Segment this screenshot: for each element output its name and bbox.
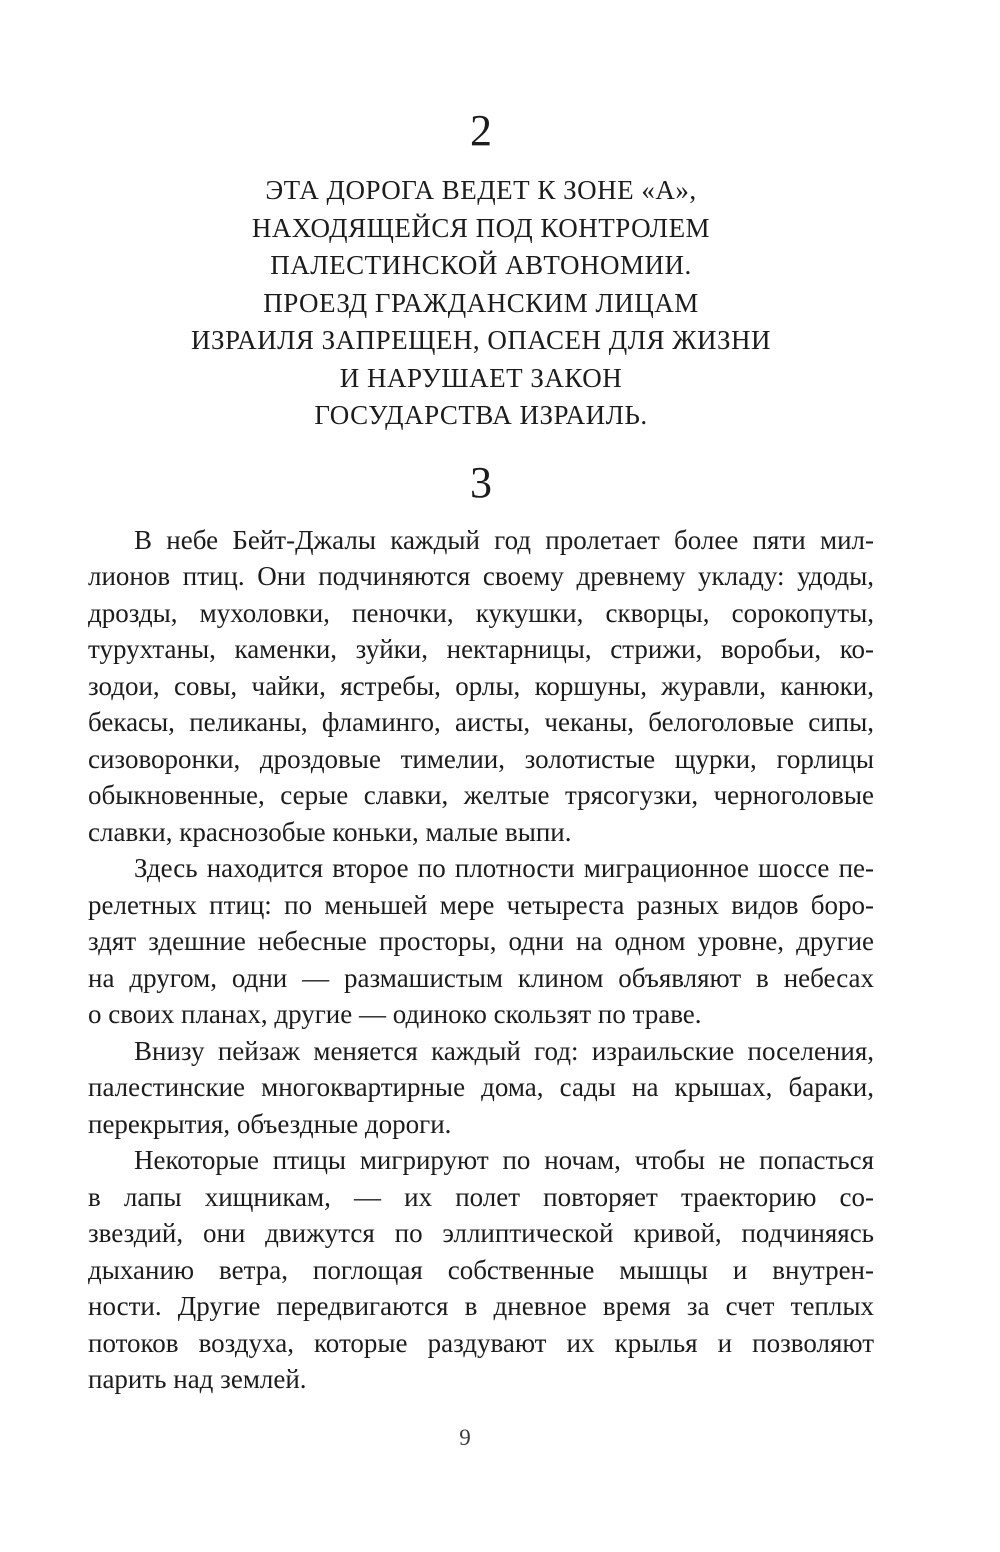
body-line: дрозды, мухоловки, пеночки, кукушки, скворцы, сорокопуты,	[88, 597, 874, 628]
body-line: бекасы, пеликаны, фламинго, аисты, чеканы, белоголовые сипы,	[88, 707, 874, 737]
body-line: перекрытия, объездные дороги.	[88, 1108, 452, 1139]
body-line: ности. Другие передвигаются в дневное время за счет теплых	[88, 1291, 874, 1321]
chapter-3-number: 3	[470, 457, 492, 507]
body-line: лионов птиц. Они подчиняются своему древнему укладу: удоды,	[88, 561, 874, 591]
body-line: на другом, одни — размашистым клином объявляют в небесах	[88, 962, 874, 993]
body-line: звездий, они движутся по эллиптической кривой, подчиняясь	[88, 1218, 874, 1248]
body-line: здят здешние небесные просторы, одни на одном уровне, другие	[88, 926, 874, 956]
sign-line: ГОСУДАРСТВА ИЗРАИЛЬ.	[314, 400, 648, 430]
body-line: сизоворонки, дроздовые тимелии, золотистые щурки, горлицы	[88, 743, 874, 774]
sign-line: ЭТА ДОРОГА ВЕДЕТ К ЗОНЕ «А»,	[265, 175, 697, 205]
body-line: палестинские многоквартирные дома, сады на крышах, бараки,	[88, 1072, 874, 1102]
sign-line: ИЗРАИЛЯ ЗАПРЕЩЕН, ОПАСЕН ДЛЯ ЖИЗНИ	[190, 325, 772, 355]
body-line: релетных птиц: по меньшей мере четыреста разных видов боро-	[88, 889, 874, 920]
road-sign-quote	[88, 172, 874, 435]
body-line: дыханию ветра, поглощая собственные мышцы и внутрен-	[88, 1254, 874, 1285]
paragraph	[88, 522, 874, 851]
body-line: Здесь находится второе по плотности миграционное шоссе пе-	[134, 853, 874, 883]
body-line: потоков воздуха, которые раздувают их крылья и позволяют	[88, 1327, 874, 1358]
paragraph	[88, 1142, 874, 1398]
sign-line: И НАРУШАЕТ ЗАКОН	[339, 362, 623, 393]
body-line: о своих планах, другие — одиноко скользят по траве.	[88, 999, 702, 1029]
body-line: В небе Бейт-Джалы каждый год пролетает более пяти мил-	[134, 524, 874, 555]
sign-line: ПРОЕЗД ГРАЖДАНСКИМ ЛИЦАМ	[263, 287, 699, 318]
body-line: парить над землей.	[88, 1364, 307, 1394]
body-line: Внизу пейзаж меняется каждый год: израильские поселения,	[134, 1035, 874, 1066]
body-line: славки, краснозобые коньки, малые выпи.	[88, 816, 572, 847]
text-block	[88, 0, 874, 1398]
paragraph	[88, 1033, 874, 1143]
body-line: зодои, совы, чайки, ястребы, орлы, коршуны, журавли, канюки,	[88, 670, 874, 701]
body-line: турухтаны, каменки, зуйки, нектарницы, стрижи, воробьи, ко-	[88, 634, 874, 664]
body-line: обыкновенные, серые славки, желтые трясогузки, черноголовые	[88, 780, 874, 810]
body-line: Некоторые птицы мигрируют по ночам, чтобы не попасться	[134, 1145, 874, 1175]
body-line: в лапы хищникам, — их полет повторяет траекторию со-	[88, 1181, 874, 1212]
chapter-3-body	[88, 522, 874, 1398]
page-number: 9	[459, 1425, 471, 1450]
chapter-2-number: 2	[470, 106, 492, 155]
sign-line: НАХОДЯЩЕЙСЯ ПОД КОНТРОЛЕМ	[251, 212, 711, 243]
paragraph	[88, 850, 874, 1033]
sign-line: ПАЛЕСТИНСКОЙ АВТОНОМИИ.	[270, 250, 692, 280]
